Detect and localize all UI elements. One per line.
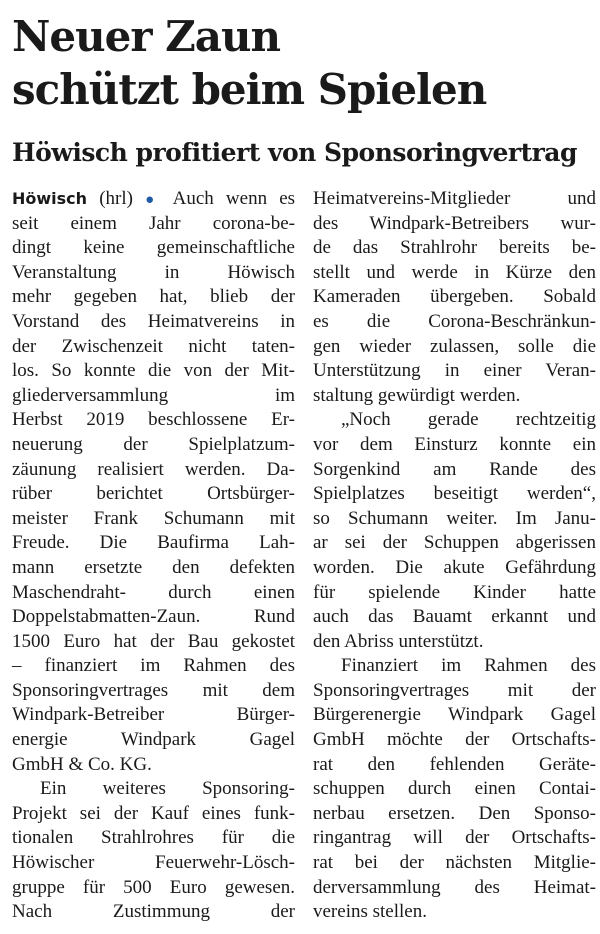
body-line: mann ersetzte den defekten bbox=[12, 556, 295, 578]
body-line: es die Corona-Beschränkun- bbox=[313, 310, 596, 332]
body-line: mehr gegeben hat, blieb der bbox=[12, 286, 295, 308]
body-line: schuppen durch einen Contai- bbox=[313, 778, 596, 800]
body-line: – finanziert im Rahmen des bbox=[12, 655, 295, 677]
body-line: gliederversammlung im bbox=[12, 384, 295, 406]
body-line: Höwischer Feuerwehr-Lösch- bbox=[12, 852, 295, 874]
body-line: vereins stellen. bbox=[313, 901, 427, 923]
body-line: energie Windpark Gagel bbox=[12, 729, 295, 751]
body-line: rüber berichtet Ortsbürger- bbox=[12, 483, 295, 505]
body-line: neuerung der Spielplatzum- bbox=[12, 433, 295, 455]
body-line: Sorgenkind am Rande des bbox=[313, 458, 596, 480]
body-line: dingt keine gemeinschaftliche bbox=[12, 237, 295, 259]
body-line: GmbH möchte der Ortschafts- bbox=[313, 729, 596, 751]
dateline-place: Höwisch bbox=[12, 189, 88, 208]
body-line: Unterstützung in einer Veran- bbox=[313, 360, 596, 382]
author: (hrl) bbox=[99, 188, 133, 209]
body-line: Projekt sei der Kauf eines funk- bbox=[12, 802, 295, 824]
body-line: Finanziert im Rahmen des bbox=[341, 655, 596, 677]
body-line: Vorstand des Heimatvereins in bbox=[12, 310, 295, 332]
body-line: Nach Zustimmung der bbox=[12, 901, 295, 923]
body-line: Ein weiteres Sponsoring- bbox=[40, 778, 295, 800]
body-line: Veranstaltung in Höwisch bbox=[12, 261, 295, 283]
body-line: los. So konnte die von der Mit- bbox=[12, 360, 295, 382]
subheadline: Höwisch profitiert von Sponsoringvertrag bbox=[12, 138, 577, 167]
body-line: für spielende Kinder hatte bbox=[313, 581, 596, 603]
body-line: der Zwischenzeit nicht taten- bbox=[12, 335, 295, 357]
body-line: rat den fehlenden Geräte- bbox=[313, 753, 596, 775]
body-line: de das Strahlrohr bereits be- bbox=[313, 237, 596, 259]
body-line: den Abriss unterstützt. bbox=[313, 630, 484, 652]
body-line: Sponsoringvertrages mit der bbox=[313, 679, 596, 701]
body-line: stellt und werde in Kürze den bbox=[313, 261, 596, 283]
body-line: rat bei der nächsten Mitglie- bbox=[313, 852, 596, 874]
body-line: derversammlung des Heimat- bbox=[313, 876, 596, 898]
body-line: „Noch gerade rechtzeitig bbox=[341, 409, 596, 431]
body-line: zäunung realisiert werden. Da- bbox=[12, 458, 295, 480]
bullet-icon: ● bbox=[145, 192, 162, 208]
body-line: vor dem Einsturz konnte ein bbox=[313, 433, 596, 455]
body-line: auch das Bauamt erkannt und bbox=[313, 606, 596, 628]
body-line: nerbau ersetzen. Den Sponso- bbox=[313, 802, 596, 824]
body-line: staltung gewürdigt werden. bbox=[313, 384, 521, 406]
body-line: GmbH & Co. KG. bbox=[12, 753, 152, 775]
body-line: Bürgerenergie Windpark Gagel bbox=[313, 704, 596, 726]
body-line: Sponsoringvertrages mit dem bbox=[12, 679, 295, 701]
article-column-right bbox=[313, 187, 596, 925]
body-line: Windpark-Betreiber Bürger- bbox=[12, 704, 295, 726]
body-line: Doppelstabmatten-Zaun. Rund bbox=[12, 606, 295, 628]
body-line: ringantrag will der Ortschafts- bbox=[313, 827, 596, 849]
body-line: Spielplatzes beseitigt werden“, bbox=[313, 483, 596, 505]
body-line: Heimatvereins-Mitglieder und bbox=[313, 188, 596, 209]
article-column-left bbox=[12, 187, 295, 925]
headline-line-2: schützt beim Spielen bbox=[12, 65, 487, 114]
body-line: so Schumann weiter. Im Janu- bbox=[313, 507, 596, 529]
body-line: Herbst 2019 beschlossene Er- bbox=[12, 409, 295, 431]
body-line: 1500 Euro hat der Bau gekostet bbox=[12, 630, 295, 652]
body-line: Freude. Die Baufirma Lah- bbox=[12, 532, 295, 554]
body-line: Kameraden übergeben. Sobald bbox=[313, 286, 596, 308]
body-line: gen wieder zulassen, solle die bbox=[313, 335, 596, 357]
body-line: meister Frank Schumann mit bbox=[12, 507, 295, 529]
first-line bbox=[12, 187, 295, 212]
body-line: worden. Die akute Gefährdung bbox=[313, 556, 596, 578]
headline bbox=[12, 10, 592, 116]
body-line: Maschendraht- durch einen bbox=[12, 581, 295, 603]
headline-line-1: Neuer Zaun bbox=[12, 12, 281, 61]
body-line: ar sei der Schuppen abgerissen bbox=[313, 532, 596, 554]
body-line: tionalen Strahlrohres für die bbox=[12, 827, 295, 849]
body-line: Auch wenn es bbox=[172, 188, 296, 209]
body-line: seit einem Jahr corona-be- bbox=[12, 212, 295, 234]
body-line: des Windpark-Betreibers wur- bbox=[313, 212, 596, 234]
body-line: gruppe für 500 Euro gewesen. bbox=[12, 876, 295, 898]
